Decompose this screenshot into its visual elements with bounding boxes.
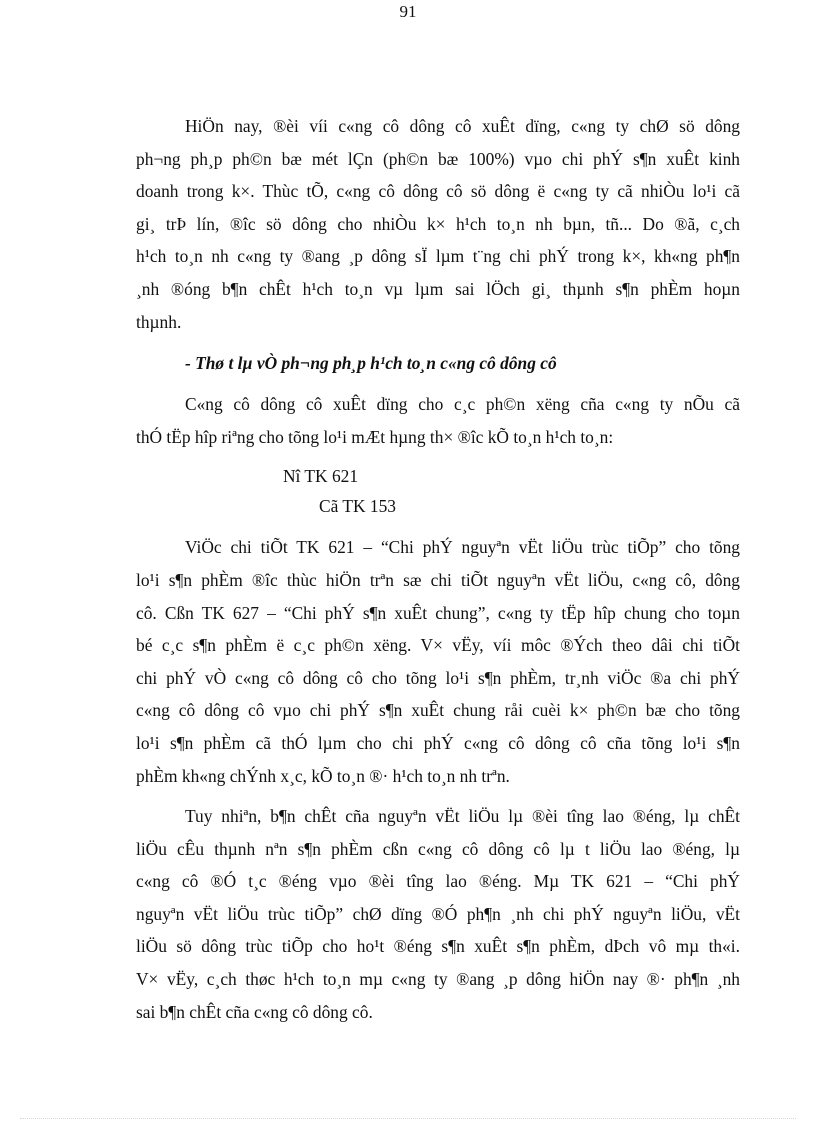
text-line: ¸nh ®óng b¶n chÊt h¹ch to¸n vµ lµm sai lÖch gi¸ thµnh s¶n phÈm hoµn — [136, 278, 740, 299]
text-line: ph¬ng ph¸p ph©n bæ mét lÇn (ph©n bæ 100%) vµo chi phÝ s¶n xuÊt kinh — [136, 148, 740, 169]
page-number: 91 — [399, 2, 417, 21]
paragraph-2 — [136, 388, 740, 453]
text-line: V× vËy, c¸ch thøc h¹ch to¸n mµ c«ng ty ®ang ¸p dông hiÖn nay ®· ph¶n ¸nh — [136, 969, 740, 990]
text-line: c«ng cô ®Ó t¸c ®éng vµo ®èi tîng lao ®éng. Mµ TK 621 – “Chi phÝ — [136, 871, 740, 892]
text-line: lo¹i s¶n phÈm cã thÓ lµm cho chi phÝ c«ng cô dông cô cña tõng lo¹i s¶n — [136, 732, 740, 753]
text-line: nguyªn vËt liÖu trùc tiÕp” chØ dïng ®Ó ph¶n ¸nh chi phÝ nguyªn liÖu, vËt — [136, 903, 740, 924]
text-line: h¹ch to¸n nh c«ng ty ®ang ¸p dông sÏ lµm t¨ng chi phÝ trong k×, kh«ng ph¶n — [136, 246, 740, 267]
section-heading: - Thø t lµ vÒ ph¬ng ph¸p h¹ch to¸n c«ng cô dông cô — [185, 353, 557, 374]
text-line: thÓ tËp hîp riªng cho tõng lo¹i mÆt hµng th× ®îc kÕ to¸n h¹ch to¸n: — [136, 426, 614, 447]
page-body — [136, 110, 740, 1036]
text-line: doanh trong k×. Thùc tÕ, c«ng cô dông cô sö dông ë c«ng ty cã nhiÒu lo¹i cã — [136, 181, 740, 202]
text-line: gi¸ trÞ lín, ®îc sö dông cho nhiÒu k× h¹ch to¸n nh bµn, tñ... Do ®ã, c¸ch — [136, 213, 740, 234]
text-line: C«ng cô dông cô xuÊt dïng cho c¸c ph©n xëng cña c«ng ty nÕu cã — [185, 394, 740, 415]
paragraph-1 — [136, 110, 740, 338]
text-line: Tuy nhiªn, b¶n chÊt cña nguyªn vËt liÖu lµ ®èi tîng lao ®éng, lµ chÊt — [185, 806, 740, 827]
text-line: c«ng cô dông cô vµo chi phÝ s¶n xuÊt chung råi cuèi k× ph©n bæ cho tõng — [136, 700, 740, 721]
text-line: sai b¶n chÊt cña c«ng cô dông cô. — [136, 1001, 373, 1022]
text-line: HiÖn nay, ®èi víi c«ng cô dông cô xuÊt dïng, c«ng ty chØ sö dông — [185, 116, 740, 136]
text-line: bé c¸c s¶n phÈm ë c¸c ph©n xëng. V× vËy, víi môc ®Ých theo dâi chi tiÕt — [136, 635, 740, 656]
text-line: ViÖc chi tiÕt TK 621 – “Chi phÝ nguyªn vËt liÖu trùc tiÕp” cho tõng — [185, 537, 740, 558]
text-line: lo¹i s¶n phÈm ®îc thùc hiÖn trªn sæ chi tiÕt nguyªn vËt liÖu, c«ng cô, dông — [136, 569, 740, 590]
text-line: phÈm kh«ng chÝnh x¸c, kÕ to¸n ®· h¹ch to¸n nh trªn. — [136, 765, 510, 786]
text-line: liÖu cÊu thµnh nªn s¶n phÈm cßn c«ng cô dông cô lµ t liÖu lao ®éng, lµ — [136, 838, 740, 859]
paragraph-4 — [136, 800, 740, 1028]
text-line: chi phÝ vÒ c«ng cô dông cô cho tõng lo¹i s¶n phÈm, tr¸nh viÖc ®a chi phÝ — [136, 667, 740, 688]
journal-entry-credit: Cã TK 153 — [319, 496, 396, 517]
paragraph-3 — [136, 531, 740, 792]
text-line: liÖu sö dông trùc tiÕp cho ho¹t ®éng s¶n xuÊt s¶n phÈm, dÞch vô mµ th«i. — [136, 936, 740, 957]
text-line: thµnh. — [136, 311, 182, 332]
journal-entry-debit: Nî TK 621 — [283, 466, 359, 487]
page-bottom-rule — [20, 1118, 796, 1119]
text-line: cô. Cßn TK 627 – “Chi phÝ s¶n xuÊt chung”, c«ng ty tËp hîp chung cho toµn — [136, 602, 740, 623]
